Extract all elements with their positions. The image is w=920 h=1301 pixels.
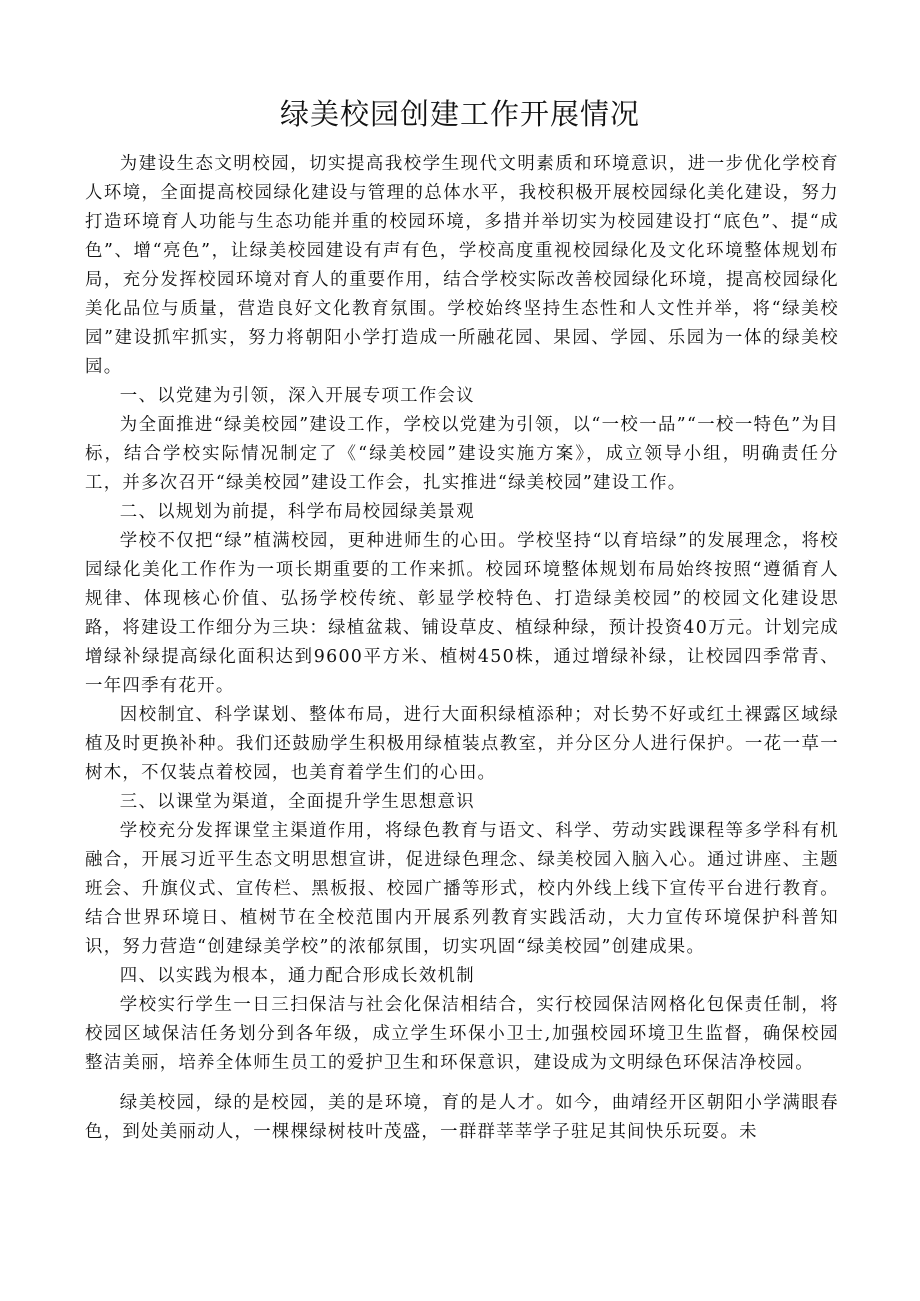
section-heading-2: 二、以规划为前提，科学布局校园绿美景观 [119,502,475,522]
section-heading-1: 一、以党建为引领，深入开展专项工作会议 [119,386,475,406]
intro-paragraph: 为建设生态文明校园，切实提高我校学生现代文明素质和环境意识，进一步优化学校育人环境，全面提高校园绿化建设与管理的总体水平，我校积极开展校园绿化美化建设，努力打造环境育人功能与生态功能并重的校园环境，多措并举切实为校园建设打“底色”、提“成色”、增“亮色”，让绿美校园建设有声有色，学校高度重视校园绿化及文化环境整体规划布局，充分发挥校园环境对育人的重要作用，结合学校实际改善校园绿化环境，提高校园绿化美化品位与质量，营造良好文化教育氛围。学校始终坚持生态性和人文性并举，将“绿美校园”建设抓牢抓实，努力将朝阳小学打造成一所融花园、果园、学园、乐园为一体的绿美校园。 [85,154,839,377]
section-1-paragraph: 为全面推进“绿美校园”建设工作，学校以党建为引领，以“一校一品”“一校一特色”为目标，结合学校实际情况制定了《“绿美校园”建设实施方案》，成立领导小组，明确责任分工，并多次召开“绿美校园”建设工作会，扎实推进“绿美校园”建设工作。 [85,415,839,493]
section-3-paragraph: 学校充分发挥课堂主渠道作用，将绿色教育与语文、科学、劳动实践课程等多学科有机融合，开展习近平生态文明思想宣讲，促进绿色理念、绿美校园入脑入心。通过讲座、主题班会、升旗仪式、宣传栏、黑板报、校园广播等形式，校内外线上线下宣传平台进行教育。结合世界环境日、植树节在全校范围内开展系列教育实践活动，大力宣传环境保护科普知识，努力营造“创建绿美学校”的浓郁氛围，切实巩固“绿美校园”创建成果。 [85,821,839,957]
section-4-paragraph: 学校实行学生一日三扫保洁与社会化保洁相结合，实行校园保洁网格化包保责任制，将校园区域保洁任务划分到各年级，成立学生环保小卫士,加强校园环境卫生监督，确保校园整洁美丽，培养全体师生员工的爱护卫生和环保意识，建设成为文明绿色环保洁净校园。 [85,995,839,1073]
document-body [85,150,839,1147]
conclusion-paragraph: 绿美校园，绿的是校园，美的是环境，育的是人才。如今，曲靖经开区朝阳小学满眼春色，到处美丽动人，一棵棵绿树枝叶茂盛，一群群莘莘学子驻足其间快乐玩耍。未 [85,1093,839,1142]
section-2-paragraph-2: 因校制宜、科学谋划、整体布局，进行大面积绿植添种；对长势不好或红土裸露区域绿植及时更换补种。我们还鼓励学生积极用绿植装点教室，并分区分人进行保护。一花一草一树木，不仅装点着校园，也美育着学生们的心田。 [85,705,839,783]
section-2-paragraph-1: 学校不仅把“绿”植满校园，更种进师生的心田。学校坚持“以育培绿”的发展理念，将校园绿化美化工作作为一项长期重要的工作来抓。校园环境整体规划布局始终按照“遵循育人规律、体现核心价值、弘扬学校传统、彰显学校特色、打造绿美校园”的校园文化建设思路，将建设工作细分为三块：绿植盆栽、铺设草皮、植绿种绿，预计投资40万元。计划完成增绿补绿提高绿化面积达到9600平方米、植树450株，通过增绿补绿，让校园四季常青、一年四季有花开。 [85,531,839,696]
section-heading-3: 三、以课堂为渠道，全面提升学生思想意识 [119,792,475,812]
document-title: 绿美校园创建工作开展情况 [279,97,640,131]
section-heading-4: 四、以实践为根本，通力配合形成长效机制 [119,966,475,986]
